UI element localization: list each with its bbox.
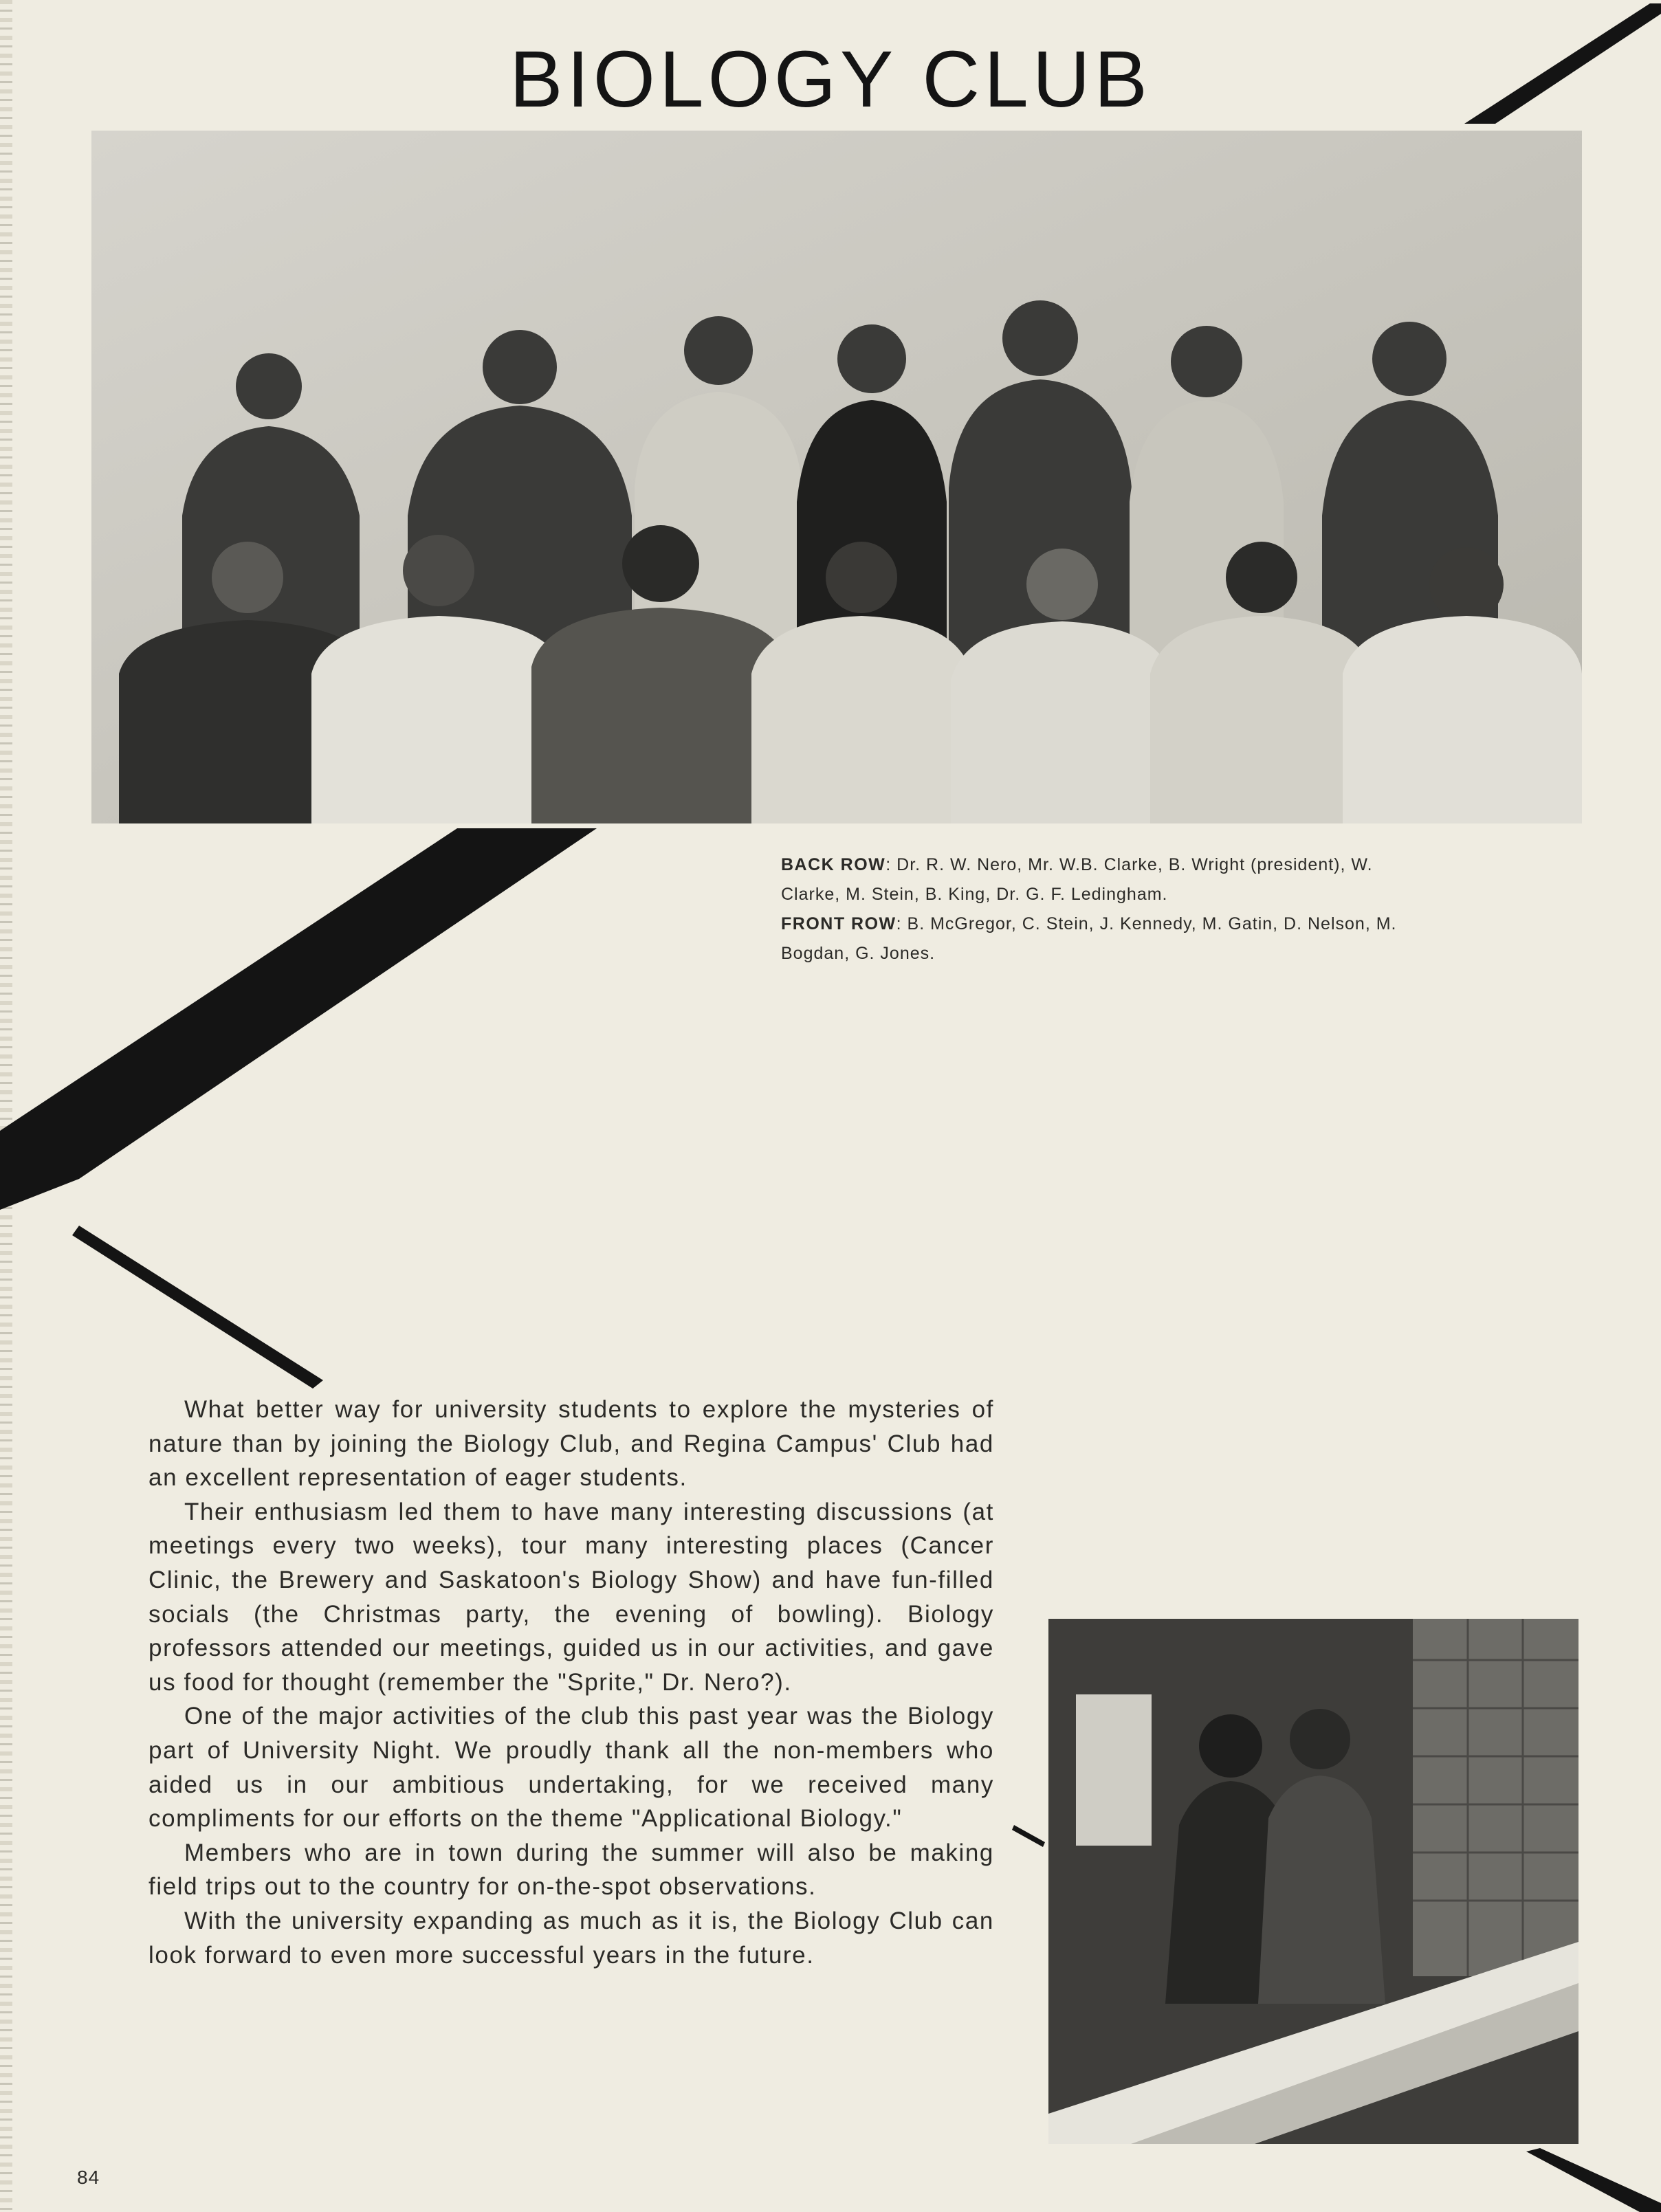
back-row-names: : Dr. R. W. Nero, Mr. W.B. Clarke, B. Wright (president), W. Clarke, M. Stein, B. King, Dr. G. F. Ledingham. bbox=[781, 855, 1373, 904]
bottom-right-stripe bbox=[1526, 2148, 1661, 2212]
front-row-names: : B. McGregor, C. Stein, J. Kennedy, M. Gatin, D. Nelson, M. Bogdan, G. Jones. bbox=[781, 914, 1397, 963]
back-row-label: BACK ROW bbox=[781, 855, 886, 874]
exhibit-photo-image bbox=[1048, 1619, 1578, 2144]
article-body bbox=[148, 1393, 994, 1972]
photo-caption bbox=[781, 850, 1420, 969]
exhibit-photo bbox=[1048, 1619, 1578, 2144]
chevron-lower-stripe bbox=[72, 1226, 323, 1389]
page-number: 84 bbox=[77, 2167, 100, 2188]
body-paragraph: Their enthusiasm led them to have many interesting discussions (at meetings every two weeks), tour many interesting places (Cancer Clinic, the Brewery and Saskatoon's Biology Show) and have fun-filled socials (the Christmas party, the evening of bowling). Biology professors attended our meetings, guided us in our activities, and gave us food for thought (remember the "Sprite," Dr. Nero?). bbox=[148, 1498, 994, 1696]
chevron-upper-stripe bbox=[0, 828, 597, 1210]
group-photo bbox=[91, 131, 1582, 823]
body-paragraph: One of the major activities of the club this past year was the Biology part of University Night. We proudly thank all the non-members who aided us in our ambitious undertaking, for we received many compliments for our efforts on the theme "Applicational Biology." bbox=[148, 1703, 994, 1833]
page-title: BIOLOGY CLUB bbox=[509, 34, 1152, 124]
front-row-label: FRONT ROW bbox=[781, 914, 896, 933]
binding-edge bbox=[0, 0, 12, 2212]
caption-back-row bbox=[781, 850, 1420, 909]
small-pointer-stripe bbox=[1012, 1825, 1045, 1847]
body-paragraph: Members who are in town during the summer will also be making field trips out to the country for on-the-spot observations. bbox=[148, 1839, 994, 1901]
body-paragraph: What better way for university students to explore the mysteries of nature than by joining the Biology Club, and Regina Campus' Club had an excellent representation of eager students. bbox=[148, 1396, 994, 1492]
body-paragraph: With the university expanding as much as it is, the Biology Club can look forward to even more successful years in the future. bbox=[148, 1907, 994, 1969]
caption-front-row bbox=[781, 909, 1420, 969]
group-photo-image bbox=[91, 131, 1582, 823]
